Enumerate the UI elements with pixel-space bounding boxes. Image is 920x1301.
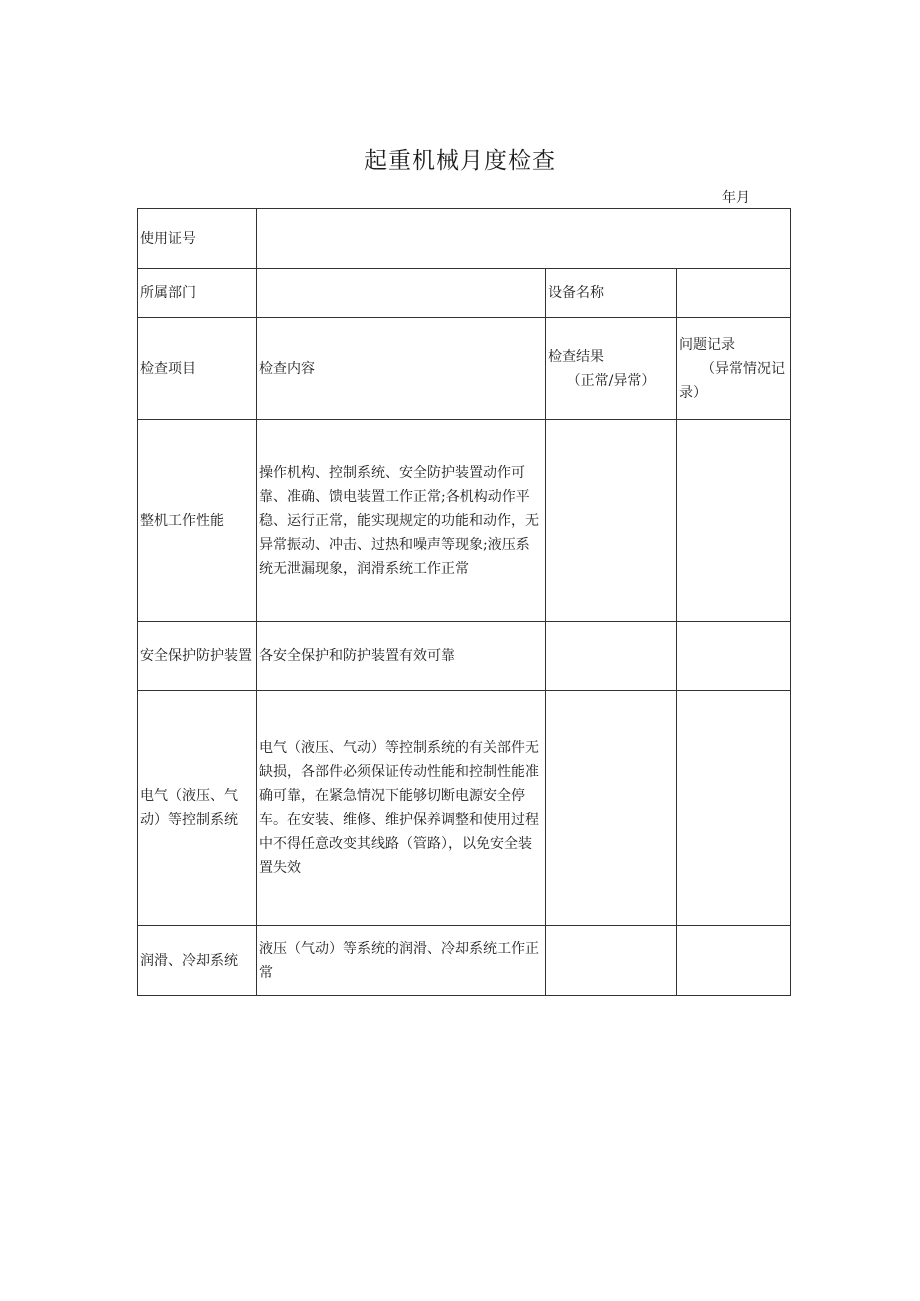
usage-cert-value[interactable] — [257, 209, 791, 269]
table-row — [138, 691, 791, 926]
row-content: 液压（气动）等系统的润滑、冷却系统工作正常 — [257, 926, 546, 996]
department-label: 所属部门 — [138, 269, 257, 318]
row-record[interactable] — [677, 926, 791, 996]
equipment-name-label: 设备名称 — [546, 269, 677, 318]
header-record — [677, 318, 791, 420]
table-row — [138, 926, 791, 996]
row-item: 整机工作性能 — [138, 420, 257, 622]
page-title: 起重机械月度检查 — [364, 148, 556, 174]
row-content: 操作机构、控制系统、安全防护装置动作可靠、准确、馈电装置工作正常;各机构动作平稳、运行正常，能实现规定的功能和动作，无异常振动、冲击、过热和噪声等现象;液压系统无泄漏现象，润滑系统工作正常 — [257, 420, 546, 622]
row-record[interactable] — [677, 622, 791, 691]
header-result — [546, 318, 677, 420]
table-row — [138, 622, 791, 691]
department-value[interactable] — [257, 269, 546, 318]
row-record[interactable] — [677, 420, 791, 622]
row-content: 各安全保护和防护装置有效可靠 — [257, 622, 546, 691]
table-row — [138, 420, 791, 622]
header-result-line2: （正常/异常） — [566, 372, 656, 389]
header-record-line3: 录） — [679, 384, 707, 401]
row-item: 润滑、冷却系统 — [138, 926, 257, 996]
header-record-line2: （异常情况记 — [701, 360, 785, 377]
usage-cert-row — [138, 209, 791, 269]
header-item: 检查项目 — [138, 318, 257, 420]
header-content: 检查内容 — [257, 318, 546, 420]
row-result[interactable] — [546, 926, 677, 996]
row-record[interactable] — [677, 691, 791, 926]
row-item: 电气（液压、气动）等控制系统 — [138, 691, 257, 926]
usage-cert-label: 使用证号 — [138, 209, 257, 269]
department-row — [138, 269, 791, 318]
row-result[interactable] — [546, 691, 677, 926]
row-result[interactable] — [546, 420, 677, 622]
date-label: 年月 — [722, 190, 750, 206]
row-content: 电气（液压、气动）等控制系统的有关部件无缺损，各部件必须保证传动性能和控制性能准确可靠，在紧急情况下能够切断电源安全停车。在安装、维修、维护保养调整和使用过程中不得任意改变其线路（管路），以免安全装置失效 — [257, 691, 546, 926]
header-row — [138, 318, 791, 420]
header-record-line1: 问题记录 — [679, 336, 735, 353]
inspection-form-table — [137, 208, 791, 996]
equipment-name-value[interactable] — [677, 269, 791, 318]
row-item: 安全保护防护装置 — [138, 622, 257, 691]
header-result-line1: 检查结果 — [548, 348, 604, 365]
row-result[interactable] — [546, 622, 677, 691]
